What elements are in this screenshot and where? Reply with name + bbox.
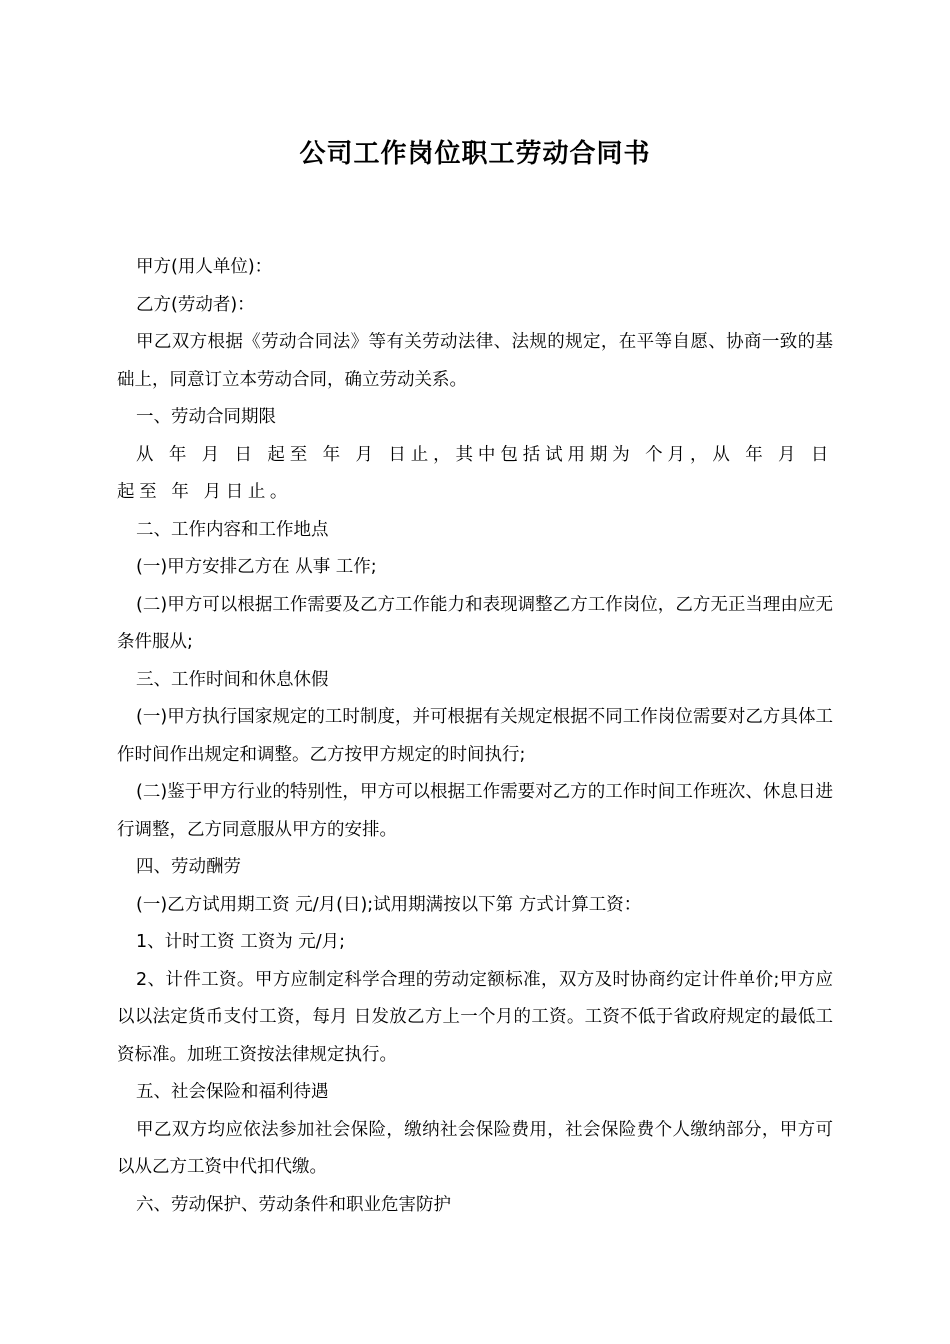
section-heading-work-content: 二、工作内容和工作地点	[136, 519, 329, 540]
work-content-item-2: (二)甲方可以根据工作需要及乙方工作能力和表现调整乙方工作岗位，乙方无正当理由应无条件服从;	[117, 594, 833, 652]
remuneration-piece-wage: 2、计件工资。甲方应制定科学合理的劳动定额标准，双方及时协商约定计件单价;甲方应以以法定货币支付工资，每月 日发放乙方上一个月的工资。工资不低于省政府规定的最低工资标准。加班工资按法律规定执行。	[117, 969, 833, 1065]
social-insurance-paragraph: 甲乙双方均应依法参加社会保险，缴纳社会保险费用，社会保险费个人缴纳部分，甲方可以从乙方工资中代扣代缴。	[117, 1119, 833, 1177]
party-a-line: 甲方(用人单位)：	[136, 257, 273, 277]
section-heading-social-insurance: 五、社会保险和福利待遇	[136, 1082, 329, 1102]
party-b-line: 乙方(劳动者)：	[136, 294, 255, 315]
preamble-paragraph: 甲乙双方根据《劳动合同法》等有关劳动法律、法规的规定，在平等自愿、协商一致的基础上，同意订立本劳动合同，确立劳动关系。	[117, 332, 833, 390]
remuneration-item-1: (一)乙方试用期工资 元/月(日);试用期满按以下第 方式计算工资：	[136, 894, 642, 915]
work-hours-item-2: (二)鉴于甲方行业的特别性，甲方可以根据工作需要对乙方的工作时间工作班次、休息日进行调整，乙方同意服从甲方的安排。	[117, 782, 833, 840]
section-heading-remuneration: 四、劳动酬劳	[136, 857, 241, 877]
section-heading-contract-term: 一、劳动合同期限	[136, 407, 276, 427]
section-heading-labor-protection: 六、劳动保护、劳动条件和职业危害防护	[136, 1194, 451, 1215]
contract-term-paragraph: 从 年 月 日 起至 年 月 日止，其中包括试用期为 个月，从 年 月 日起至 年 月日止。	[117, 444, 833, 502]
document-body	[117, 249, 833, 1224]
section-heading-work-hours: 三、工作时间和休息休假	[136, 669, 329, 690]
document-title: 公司工作岗位职工劳动合同书	[299, 139, 651, 169]
remuneration-time-wage: 1、计时工资 工资为 元/月;	[136, 932, 346, 952]
work-content-item-1: (一)甲方安排乙方在 从事 工作;	[136, 557, 377, 577]
work-hours-item-1: (一)甲方执行国家规定的工时制度，并可根据有关规定根据不同工作岗位需要对乙方具体工作时间作出规定和调整。乙方按甲方规定的时间执行;	[117, 707, 833, 765]
